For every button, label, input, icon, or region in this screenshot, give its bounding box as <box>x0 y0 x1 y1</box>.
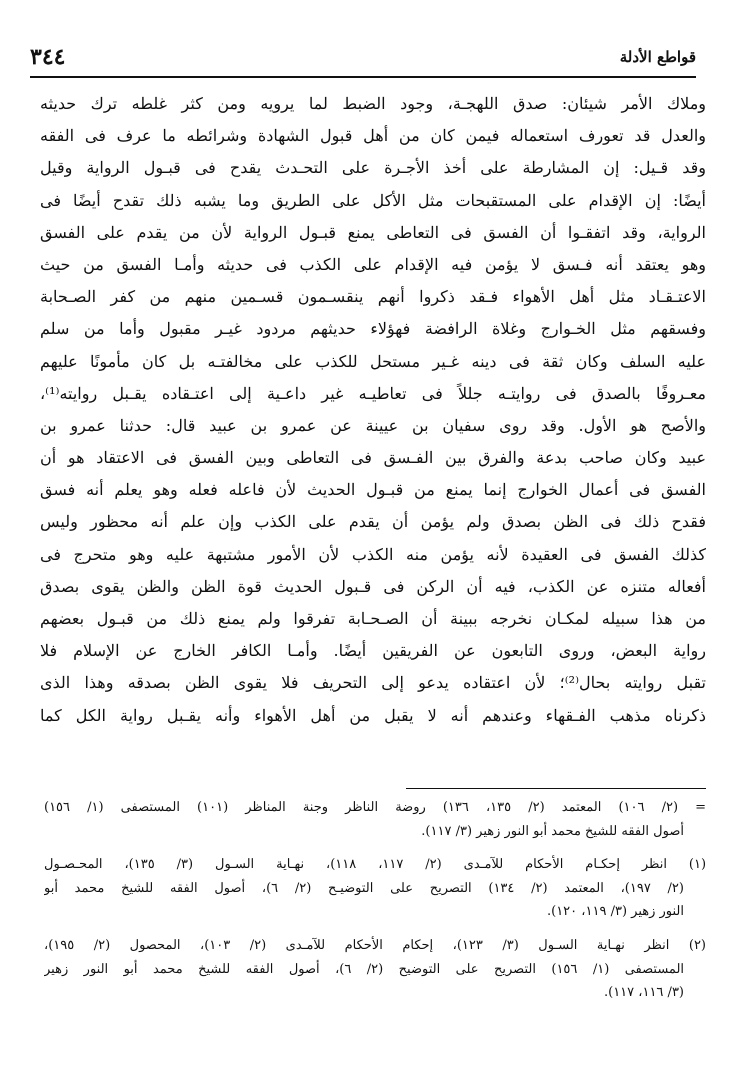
text-line: الرواية، وقد اتفقـوا أن الفسق فى التعاطى يمنع قبـول الرواية لأن من يقدم على الفسق <box>40 222 706 242</box>
text-line: تقبل روايته بحال⁽²⁾؛ لأن اعتقاده يدعو إلى التحريف فلا يقوى الظن بصدقه وهذا الذى <box>40 673 706 693</box>
text-line: من هذا سبيله لمكـان نخرجه ببينة أن الصـحـابة تفرقوا ولم يمنع ذلك من قبـول بعضهم <box>40 609 706 628</box>
text-line: وفسقهم مثل الخـوارج وغلاة الرافضة فهؤلاء حديثهم مردود غيـر مقبول وأما من سلم <box>40 319 706 339</box>
text-line: الاعتـقـاد مثل أهل الأهواء فـقد ذكروا أنهم ينقسـمون قسـمين منهم من كفر الصـحابة <box>40 287 706 307</box>
footnote-line: (٢/ ١٩٧)، المعتمد (٢/ ١٣٤) التصريح على التوضيـح (٢/ ٦)، أصول الفقه للشيخ محمد أبو <box>44 880 684 896</box>
footnote-line: (٢) انظر نهـاية السـول (٣/ ١٢٣)، إحكام الأحكام للآمـدى (٢/ ١٠٣)، المحصول (٢/ ١٩٥)، <box>44 937 706 953</box>
footnote-line: المستصفى (١/ ١٥٦) التصريح على التوضيح (٢/ ٦)، أصول الفقه للشيخ محمد أبو النور زهير <box>44 961 685 977</box>
text-line: والعدل قد تعورف استعماله فيمن كان من أهل قبول الشهادة وشرائطه ما عرف فى الفقه <box>40 126 706 146</box>
page-number: ٣٤٤ <box>30 44 66 70</box>
text-line: فقدح ذلك فى الظن بصدق ولم يؤمن أن يقدم على الكذب وإن علم أنه محظور وليس <box>40 512 706 532</box>
header-rule <box>30 76 696 78</box>
footnote-line: (٣/ ١١٦، ١١٧). <box>603 985 684 1001</box>
text-line: أفعاله متنزه عن الكذب، فيه أن الركن فى قـبول الحديث قوة الظن والظن يقوى بصدق <box>40 576 706 596</box>
text-line: معـروفًا بالصدق فى روايتـه جللاً فى تعاطيـه غير داعـية إلى اعتـقاده يقـبل روايته⁽¹⁾، <box>40 383 706 403</box>
footnote-line: = (٢/ ١٠٦) المعتمد (٢/ ١٣٥، ١٣٦) روضة الناظر وجنة المناظر (١٠١) المستصفى (١/ ١٥٦) <box>44 800 706 815</box>
text-line: وهو يعتقد أنه فـسق لا يؤمن فيه الإقدام على الكذب فى حديثه وأمـا الفسق من حيث <box>40 254 706 274</box>
page-header <box>30 40 696 74</box>
running-title: قواطع الأدلة <box>619 48 696 66</box>
text-line: عليه السلف وكان ثقة فى دينه غـير مستحل للكذب على مخالفتـه بل كان مأمونًا عليهم <box>40 351 706 371</box>
text-line: وقد قـيل: إن المشارطة على أخذ الأجـرة على التحـدث يقدح فى قبـول الرواية وقيل <box>40 158 706 178</box>
footnote-line: أصول الفقه للشيخ محمد أبو النور زهير (٣/ ١١٧). <box>421 823 684 839</box>
footnotes <box>44 796 706 1005</box>
text-line: والأصح هو الأول. وقد روى سفيان بن عيينة عن عمرو بن عبيد قال: حدثنا عمرو بن <box>40 415 706 435</box>
text-line: رواية البعض، وروى التابعون عن الفريقين أيضًا. وأمـا الكافر الخارج عن الإسلام فلا <box>40 641 706 661</box>
text-line: عبيد وكان صاحب بدعة والفرق بين الفـسق فى التعاطى وبين الفسق فى الاعتقاد هو أن <box>40 448 706 468</box>
footnote-separator <box>406 788 706 789</box>
main-text <box>40 88 706 732</box>
text-line: ذكرناه مذهب الفـقهاء وعندهم أنه لا يقبل من أهل الأهواء وأنه يقـبل رواية الكل كما <box>40 705 706 725</box>
footnote-line: النور زهير (٣/ ١١٩، ١٢٠). <box>546 904 684 920</box>
text-line: أيضًا: إن الإقدام على المستقبحات مثل الأكل على الطريق وما يشبه ذلك تقدح أيضًا فى <box>40 190 706 210</box>
text-line: وملاك الأمر شيئان: صدق اللهجـة، وجود الضبط لما يرويه ومن كثر غلطه ترك حديثه <box>40 94 706 113</box>
footnote-line: (١) انظر إحكـام الأحكام للآمـدى (٢/ ١١٧، ١١٨)، نهـاية السـول (٣/ ١٣٥)، المحـصـول <box>44 857 706 873</box>
text-line: الفسق فى أعمال الخوارج إنما يمنع من قبـول الحديث لأن فاعله فعله وهو يعلم أنه فسق <box>40 480 706 500</box>
text-line: كذلك الفسق فى العقيدة لأنه يؤمن منه الكذب لأن الأمور مشتبهة عليه وهو متحرج فى <box>40 544 706 564</box>
